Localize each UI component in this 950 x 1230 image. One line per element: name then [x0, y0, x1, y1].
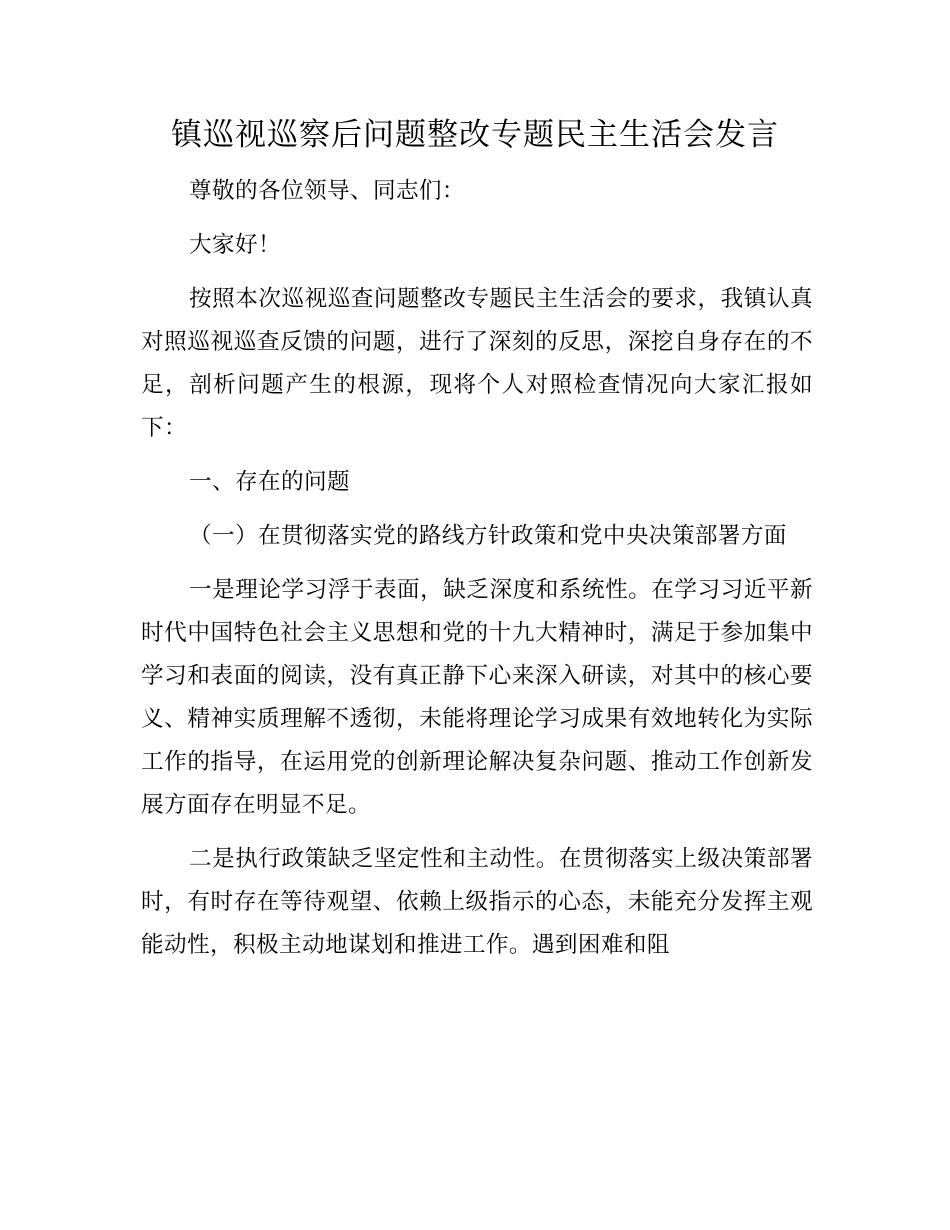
document-body [141, 170, 813, 978]
point-two-paragraph: 二是执行政策缺乏坚定性和主动性。在贯彻落实上级决策部署时，有时存在等待观望、依赖上级指示的心态，未能充分发挥主观能动性，积极主动地谋划和推进工作。遇到困难和阻 [141, 846, 813, 958]
salutation: 尊敬的各位领导、同志们： [189, 178, 465, 204]
greeting: 大家好！ [189, 232, 281, 258]
subsection-heading: （一）在贯彻落实党的路线方针政策和党中央决策部署方面 [189, 523, 787, 549]
intro-paragraph: 按照本次巡视巡查问题整改专题民主生活会的要求，我镇认真对照巡视巡查反馈的问题，进行了深刻的反思，深挖自身存在的不足，剖析问题产生的根源，现将个人对照检查情况向大家汇报如下： [141, 286, 813, 441]
point-one-paragraph: 一是理论学习浮于表面，缺乏深度和系统性。在学习习近平新时代中国特色社会主义思想和党的十九大精神时，满足于参加集中学习和表面的阅读，没有真正静下心来深入研读，对其中的核心要义、精神实质理解不透彻，未能将理论学习成果有效地转化为实际工作的指导，在运用党的创新理论解决复杂问题、推动工作创新发展方面存在明显不足。 [141, 577, 813, 818]
section-heading: 一、存在的问题 [189, 469, 350, 495]
document-title: 镇巡视巡察后问题整改专题民主生活会发言 [171, 117, 779, 153]
